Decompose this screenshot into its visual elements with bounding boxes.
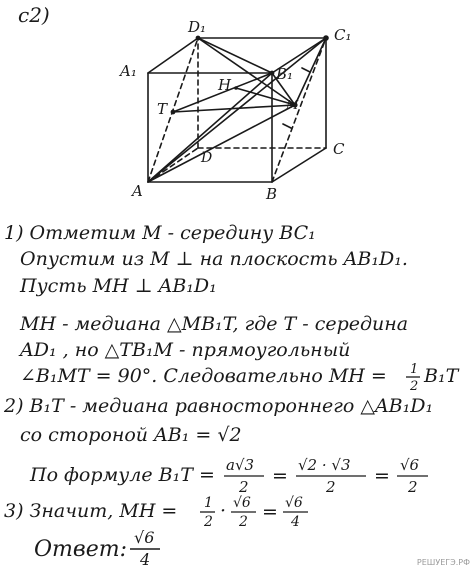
step2-line3: По формуле B₁T = [30,464,215,486]
step1-line6-tail: B₁T [424,365,459,387]
point-B1 [270,71,275,76]
step1-line3: Пусть MH ⊥ AB₁D₁ [20,275,217,297]
step1-frac-den: 2 [410,379,419,394]
tick-mark-1 [302,68,310,72]
step-2 [3,395,433,496]
point-T [171,110,176,115]
step1-line2: Опустим из M ⊥ на плоскость AB₁D₁. [20,248,408,270]
step3-dot: · [220,500,227,522]
label-D: D [201,150,213,166]
step3-line1: 3) Значит, MH = [4,500,178,522]
step2-frac1-num: a√3 [226,456,255,474]
point-H [234,86,238,90]
step3-frac1-num: 1 [204,495,213,511]
edge-B-C [272,148,326,182]
label-B: B [266,185,278,203]
step3-eq: = [262,501,278,523]
tick-mark-2 [283,124,291,128]
step2-eq2: = [374,465,390,487]
label-C: C [333,140,345,158]
step3-frac3-num: √6 [285,495,303,511]
step2-frac1-den: 2 [239,478,249,496]
step1-line6: ∠B₁MT = 90°. Следовательно MH = [20,365,387,387]
label-B1: B₁ [276,65,294,83]
segment-B1-D1 [198,38,272,73]
answer-den: 4 [140,550,151,569]
label-H: H [218,76,232,94]
answer-num: √6 [134,528,155,547]
label-A1: A₁ [120,62,137,80]
step3-frac3-den: 4 [291,514,300,530]
answer [34,528,160,569]
label-A: A [132,182,143,200]
step1-frac-num: 1 [410,362,419,377]
step1-line4: MH - медиана △MB₁T, где T - середина [20,313,409,335]
step2-line2: со стороной AB₁ = √2 [20,424,242,446]
cube-figure [148,38,326,182]
edge-A1-D1 [148,38,198,73]
step1-line5: AD₁ , но △TB₁M - прямоугольный [20,339,351,361]
step2-frac3-num: √6 [400,456,420,474]
step2-frac3-den: 2 [408,478,418,496]
step2-frac2-num: √2 · √3 [298,456,351,474]
label-C1: C₁ [334,26,352,44]
label-T: T [157,100,168,118]
step-1 [4,222,460,394]
step-3 [4,495,308,530]
step2-frac2-den: 2 [326,478,336,496]
problem-label: c2) [18,3,50,27]
label-D1: D₁ [188,18,207,36]
step3-frac1-den: 2 [204,514,213,530]
point-D1 [196,36,201,41]
step2-line1: 2) B₁T - медиана равностороннего △AB₁D₁ [4,395,434,417]
hidden-edge-A-D [148,148,198,182]
answer-label: Ответ: [34,537,127,562]
step3-frac2-den: 2 [239,514,248,530]
step1-line1: 1) Отметим M - середину BC₁ [4,222,316,244]
step2-eq1: = [272,465,288,487]
point-C1 [323,35,329,41]
label-M: M [286,98,299,112]
watermark: РЕШУЕГЭ.РФ [416,558,470,567]
step3-frac2-num: √6 [233,495,251,511]
